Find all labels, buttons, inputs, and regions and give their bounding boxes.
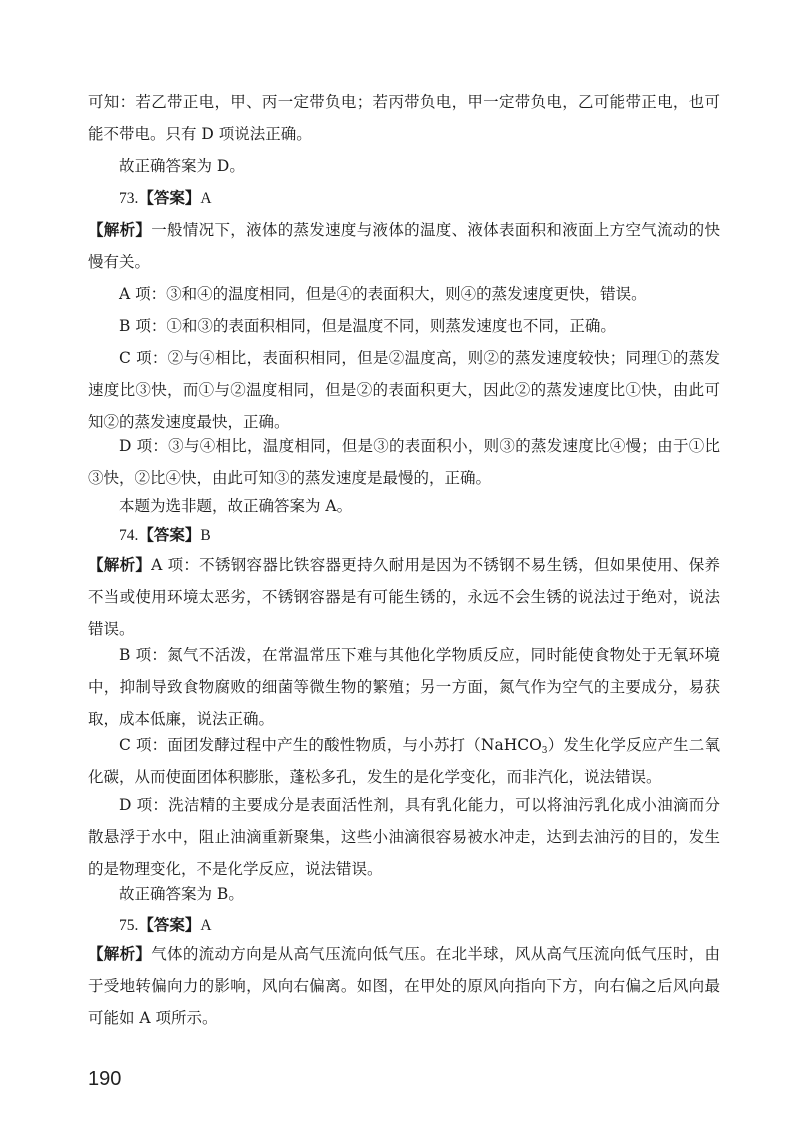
option-c-text-end: ）发生化学反应产生二氧化碳，从而使面团体积膨胀，蓬松多孔，发生的是化学变化，而非汽化，说法错误。 [88,736,720,786]
question-number: 75. [119,917,139,934]
answer-bracket-open: 【 [138,916,154,934]
q74-option-b: B 项：氮气不活泼，在常温常压下难与其他化学物质反应，同时能使食物处于无氧环境中，抑制导致食物腐败的细菌等微生物的繁殖；另一方面，氮气作为空气的主要成分，易获取，成本低廉，说法正确。 [88,646,720,728]
analysis-text: A 项：不锈钢容器比铁容器更持久耐用是因为不锈钢不易生锈，但如果使用、保养不当或使用环境太恶劣，不锈钢容器是有可能生锈的，永远不会生锈的说法过于绝对，说法错误。 [88,556,720,638]
analysis-label: 【解析】 [88,945,152,963]
answer-bracket-open: 【 [138,189,154,207]
answer-bracket-open: 【 [138,526,154,544]
answer-bracket-close: 】 [184,526,201,544]
q73-option-c: C 项：②与④相比，表面积相同，但是②温度高，则②的蒸发速度较快；同理①的蒸发速度比③快，而①与②温度相同，但是②的表面积更大，因此②的蒸发速度比①快，由此可知②的蒸发速度最快，正确。 [88,349,720,431]
q73-answer-line [88,182,720,215]
answer-label: 答案 [153,189,185,207]
question-number: 74. [119,527,139,544]
answer-label: 答案 [153,916,185,934]
q74-option-c [88,729,720,793]
q74-analysis-a [88,549,720,645]
answer-bracket-close: 】 [184,916,201,934]
answer-value: A [200,190,212,207]
q74-option-d: D 项：洗洁精的主要成分是表面活性剂，具有乳化能力，可以将油污乳化成小油滴而分散悬浮于水中，阻止油滴重新聚集，这些小油滴很容易被水冲走，达到去油污的目的，发生的是物理变化，不是化学反应，说法错误。 [88,796,720,878]
question-number: 73. [119,190,139,207]
q74-conclusion: 故正确答案为 B。 [119,885,244,903]
option-c-text-start: C 项：面团发酵过程中产生的酸性物质，与小苏打（NaHCO [119,736,542,754]
chemical-subscript: 3 [541,746,548,756]
q73-analysis [88,214,720,278]
page-number: 190 [88,1068,122,1090]
q75-analysis [88,938,720,1034]
analysis-label: 【解析】 [88,221,152,239]
answer-value: A [200,917,212,934]
q73-conclusion: 本题为选非题，故正确答案为 A。 [119,497,353,515]
paragraph-q72-conclusion: 故正确答案为 D。 [119,157,245,175]
q74-answer-line [88,519,720,552]
q73-option-b: B 项：①和③的表面积相同，但是温度不同，则蒸发速度也不同，正确。 [119,317,616,335]
paragraph-q72-continuation: 可知：若乙带正电，甲、丙一定带负电；若丙带负电，甲一定带负电，乙可能带正电，也可能不带电。只有 D 项说法正确。 [88,93,720,143]
analysis-label: 【解析】 [88,556,152,574]
analysis-text: 一般情况下，液体的蒸发速度与液体的温度、液体表面积和液面上方空气流动的快慢有关。 [88,221,720,271]
answer-label: 答案 [153,526,185,544]
answer-value: B [200,527,211,544]
q73-option-d: D 项：③与④相比，温度相同，但是③的表面积小，则③的蒸发速度比④慢；由于①比③快，②比④快，由此可知③的蒸发速度是最慢的，正确。 [88,437,720,487]
q73-option-a: A 项：③和④的温度相同，但是④的表面积大，则④的蒸发速度更快，错误。 [119,285,647,303]
analysis-text: 气体的流动方向是从高气压流向低气压。在北半球，风从高气压流向低气压时，由于受地转偏向力的影响，风向右偏离。如图，在甲处的原风向指向下方，向右偏之后风向最可能如 A 项所示。 [88,945,720,1027]
answer-bracket-close: 】 [184,189,201,207]
